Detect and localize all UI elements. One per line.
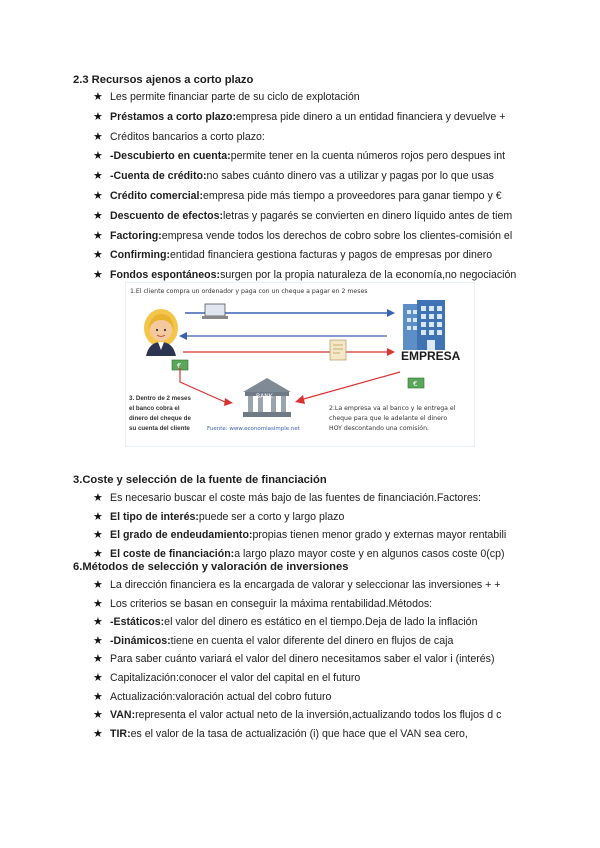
company-label: EMPRESA bbox=[401, 349, 461, 363]
item-text: Para saber cuánto variará el valor del dinero necesitamos saber el valor i (interés) bbox=[110, 653, 495, 666]
item-text: Les permite financiar parte de su ciclo de explotación bbox=[110, 91, 360, 103]
item-text: puede ser a corto y largo plazo bbox=[198, 510, 345, 523]
item-text: La dirección financiera es la encargada de valorar y seleccionar las inversiones + + bbox=[110, 579, 501, 591]
cheque-icon bbox=[330, 340, 346, 360]
star-bullet-icon: ★ bbox=[93, 150, 103, 163]
item-term: -Cuenta de crédito: bbox=[110, 170, 207, 183]
list-item bbox=[93, 510, 593, 523]
list-item bbox=[93, 615, 593, 628]
list-item bbox=[93, 110, 593, 123]
star-bullet-icon: ★ bbox=[93, 110, 103, 123]
company-building bbox=[403, 300, 445, 350]
diagram-watermark: Fuente: www.economiasimple.net bbox=[207, 426, 300, 432]
item-term: Descuento de efectos: bbox=[110, 209, 224, 222]
list-item bbox=[93, 671, 593, 684]
star-bullet-icon: ★ bbox=[93, 229, 103, 242]
item-term: TIR: bbox=[110, 727, 131, 740]
diagram-svg bbox=[125, 282, 475, 447]
client-avatar bbox=[144, 309, 178, 356]
item-text: empresa vende todos los derechos de cobro sobre los clientes-comisión el bbox=[161, 229, 513, 242]
svg-text:€: € bbox=[177, 362, 182, 370]
list-item bbox=[93, 528, 593, 541]
item-text: Es necesario buscar el coste más bajo de las fuentes de financiación.Factores: bbox=[110, 492, 481, 504]
right-caption: 2.La empresa va al banco y le entrega el cheque para que le adelante el dinero HOY descontando una comisión. bbox=[329, 405, 456, 432]
item-text: el valor del dinero es estático en el tiempo.Deja de lado la inflación bbox=[164, 616, 478, 629]
star-bullet-icon: ★ bbox=[93, 492, 103, 504]
item-term: Confirming: bbox=[110, 249, 171, 262]
list-item bbox=[93, 652, 593, 665]
star-bullet-icon: ★ bbox=[93, 170, 103, 183]
section-6-title: 6.Métodos de selección y valoración de inversiones bbox=[73, 561, 349, 573]
list-item bbox=[93, 209, 593, 222]
item-text: a largo plazo mayor coste y en algunos casos coste 0(cp) bbox=[234, 548, 505, 561]
item-term: El tipo de interés: bbox=[110, 510, 199, 523]
item-text: no sabes cuánto dinero vas a utilizar y pagas por lo que usas bbox=[206, 170, 494, 183]
item-term: Fondos espontáneos: bbox=[110, 269, 221, 282]
star-bullet-icon: ★ bbox=[93, 579, 103, 591]
list-item bbox=[93, 90, 593, 103]
star-bullet-icon: ★ bbox=[93, 672, 103, 684]
item-text: surgen por la propia naturaleza de la economía,no negociación bbox=[220, 269, 517, 282]
item-text: Los criterios se basan en conseguir la máxima rentabilidad.Métodos: bbox=[110, 597, 433, 610]
item-term: Crédito comercial: bbox=[110, 190, 204, 202]
star-bullet-icon: ★ bbox=[93, 597, 103, 610]
star-bullet-icon: ★ bbox=[93, 249, 103, 262]
list-item bbox=[93, 634, 593, 647]
list-item bbox=[93, 149, 593, 162]
star-bullet-icon: ★ bbox=[93, 709, 103, 722]
diagram-top-caption: 1.El cliente compra un ordenador y paga con un cheque a pagar en 2 meses bbox=[130, 288, 368, 295]
list-item bbox=[93, 727, 593, 740]
list-item bbox=[93, 491, 593, 504]
star-bullet-icon: ★ bbox=[93, 190, 103, 202]
item-term: -Estáticos: bbox=[110, 616, 165, 629]
list-item bbox=[93, 189, 593, 202]
list-item bbox=[93, 130, 593, 143]
star-bullet-icon: ★ bbox=[93, 529, 103, 542]
list-item bbox=[93, 248, 593, 261]
list-item bbox=[93, 547, 593, 560]
section-3-title: 3.Coste y selección de la fuente de financiación bbox=[73, 474, 327, 486]
star-bullet-icon: ★ bbox=[93, 548, 103, 561]
bank-label: BANK bbox=[256, 393, 273, 400]
star-bullet-icon: ★ bbox=[93, 634, 103, 647]
item-text: propias tienen menor grado y externas mayor rentabili bbox=[252, 529, 507, 542]
item-text: tiene en cuenta el valor diferente del dinero en flujos de caja bbox=[170, 634, 454, 647]
item-text: letras y pagarés se convierten en dinero líquido antes de tiem bbox=[223, 209, 513, 222]
svg-text:€: € bbox=[413, 380, 418, 388]
list-item bbox=[93, 708, 593, 721]
section-2-3-title: 2.3 Recursos ajenos a corto plazo bbox=[73, 74, 254, 86]
star-bullet-icon: ★ bbox=[93, 209, 103, 222]
item-text: empresa pide dinero a un entidad financiera y devuelve + bbox=[235, 110, 506, 123]
laptop-icon bbox=[202, 304, 228, 319]
star-bullet-icon: ★ bbox=[93, 690, 103, 703]
item-term: El coste de financiación: bbox=[110, 548, 235, 561]
list-item bbox=[93, 597, 593, 610]
star-bullet-icon: ★ bbox=[93, 269, 103, 282]
item-term: -Descubierto en cuenta: bbox=[110, 150, 231, 163]
star-bullet-icon: ★ bbox=[93, 727, 103, 740]
list-item bbox=[93, 229, 593, 242]
item-term: Préstamos a corto plazo: bbox=[110, 110, 236, 123]
item-text: Capitalización:conocer el valor del capital en el futuro bbox=[110, 672, 361, 684]
financing-diagram bbox=[125, 282, 475, 447]
list-item bbox=[93, 268, 593, 281]
star-bullet-icon: ★ bbox=[93, 510, 103, 523]
list-item bbox=[93, 690, 593, 703]
left-caption: 3. Dentro de 2 meses el banco cobra el dinero del cheque de su cuenta del cliente bbox=[129, 395, 191, 432]
item-text: permite tener en la cuenta números rojos pero despues int bbox=[230, 150, 506, 163]
item-text: Actualización:valoración actual del cobro futuro bbox=[110, 690, 332, 703]
item-term: VAN: bbox=[110, 709, 136, 722]
money-icon-right bbox=[408, 378, 424, 388]
star-bullet-icon: ★ bbox=[93, 91, 103, 103]
item-text: entidad financiera gestiona facturas y pagos de empresas por dinero bbox=[170, 249, 493, 262]
item-term: -Dinámicos: bbox=[110, 634, 171, 647]
list-item bbox=[93, 169, 593, 182]
item-text: Créditos bancarios a corto plazo: bbox=[110, 130, 265, 143]
list-item bbox=[93, 578, 593, 591]
star-bullet-icon: ★ bbox=[93, 653, 103, 666]
star-bullet-icon: ★ bbox=[93, 130, 103, 143]
item-text: representa el valor actual neto de la inversión,actualizando todos los flujos d c bbox=[135, 709, 502, 722]
item-term: El grado de endeudamiento: bbox=[110, 529, 253, 542]
star-bullet-icon: ★ bbox=[93, 616, 103, 629]
item-term: Factoring: bbox=[110, 229, 162, 242]
item-text: empresa pide más tiempo a proveedores para ganar tiempo y € bbox=[203, 190, 502, 202]
item-text: es el valor de la tasa de actualización (i) que hace que el VAN sea cero, bbox=[130, 727, 468, 740]
